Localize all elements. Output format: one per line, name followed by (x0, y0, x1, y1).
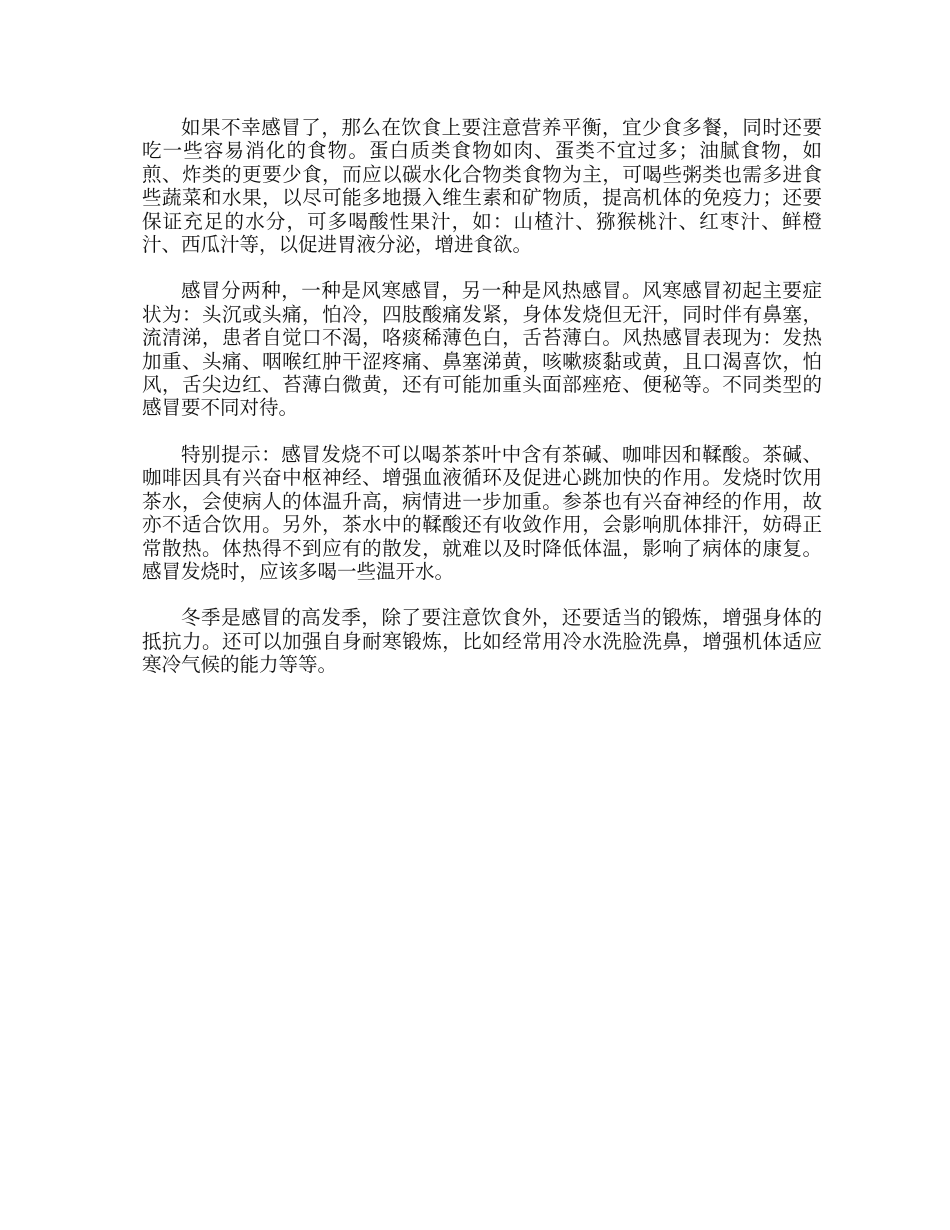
paragraph-line: 也需多进食些蔬菜和水果，以尽可能多地摄入维生素和矿物质，提高机 (142, 162, 822, 210)
paragraph-line: 碱、咖啡因具有兴奋中枢神经、增强血液循环及促进心跳加快的作用。发 (142, 442, 822, 490)
paragraph-line: 特别提示：感冒发烧不可以喝茶茶叶中含有茶碱、咖啡因和鞣酸。茶 (181, 442, 783, 466)
paragraph-line: 影响了病体的康复。感冒发烧时，应该多喝一些温开水。 (142, 536, 822, 583)
paragraph-line: 表现为：发热加重、头痛、咽喉红肿干涩疼痛、鼻塞涕黄，咳嗽痰黏或黄， (142, 326, 822, 373)
paragraph-winter-exercise (142, 606, 822, 676)
document-body (142, 116, 822, 700)
paragraph-line: 桃汁、红枣汁、鲜橙汁、西瓜汁等，以促进胃液分泌，增进食欲。 (142, 209, 822, 257)
paragraph-line: 体的免疫力；还要保证充足的水分，可多喝酸性果汁，如：山楂汁、猕猴 (142, 186, 822, 233)
paragraph-line: 感冒分两种，一种是风寒感冒，另一种是风热感冒。风寒感冒初起主 (181, 279, 783, 303)
paragraph-line: 机体适应寒冷气候的能力等等。 (142, 629, 822, 677)
paragraph-line: 有鼻塞，流清涕，患者自觉口不渴，咯痰稀薄色白，舌苔薄白。风热感冒 (142, 302, 822, 350)
paragraph-line: 要症状为：头沉或头痛，怕冷，四肢酸痛发紧，身体发烧但无汗，同时伴 (142, 279, 822, 326)
paragraph-line: 如果不幸感冒了，那么在饮食上要注意营养平衡，宜少食多餐，同时 (181, 116, 783, 139)
paragraph-line: 烧时饮用茶水，会使病人的体温升高，病情进一步加重。参茶也有兴奋神 (142, 466, 822, 513)
paragraph-line: 肌体排汗，妨碍正常散热。体热得不到应有的散发，就难以及时降低体温， (142, 513, 822, 560)
paragraph-diet-advice (142, 116, 822, 256)
paragraph-line: 体的抵抗力。还可以加强自身耐寒锻炼，比如经常用冷水洗脸洗鼻，增强 (142, 606, 822, 653)
paragraph-line: 经的作用，故亦不适合饮用。另外，茶水中的鞣酸还有收敛作用，会影响 (142, 489, 822, 537)
paragraph-line: 还要吃一些容易消化的食物。蛋白质类食物如肉、蛋类不宜过多；油腻食 (142, 116, 822, 163)
paragraph-line: 便秘等。不同类型的感冒要不同对待。 (142, 373, 822, 420)
paragraph-line: 物，如煎、炸类的更要少食，而应以碳水化合物类食物为主，可喝些粥类 (142, 139, 822, 186)
paragraph-line: 且口渴喜饮，怕风，舌尖边红、苔薄白微黄，还有可能加重头面部痤疮、 (142, 349, 822, 397)
paragraph-cold-types (142, 279, 822, 419)
paragraph-special-tip (142, 443, 822, 583)
paragraph-line: 冬季是感冒的高发季，除了要注意饮食外，还要适当的锻炼，增强身 (181, 606, 783, 630)
